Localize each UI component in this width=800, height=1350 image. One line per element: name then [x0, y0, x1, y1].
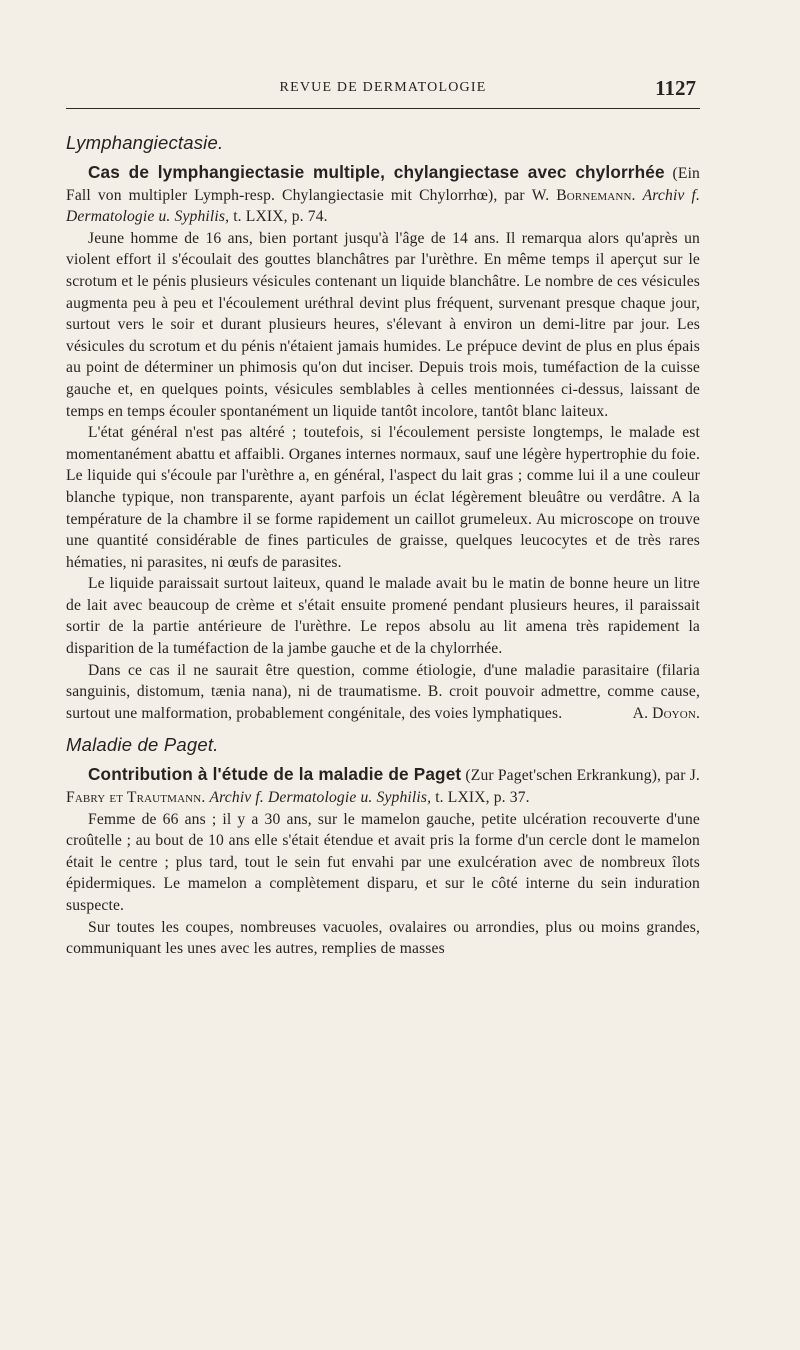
- paragraph: Jeune homme de 16 ans, bien portant jusqu'à l'âge de 14 ans. Il remarqua alors qu'après un violent effort il s'écoulait des gouttes blanchâtres par l'urèthre. En même temps il aperçut sur le scrotum et le pénis plusieurs vésicules contenant un liquide blanchâtre. Le nombre de ces vésicules augmenta peu à peu et l'écoulement uréthral devint plus fréquent, survenant presque chaque jour, surtout vers le soir et durant plusieurs heures, s'élevant à environ un demi-litre par jour. Les vésicules du scrotum et du pénis n'étaient jamais humides. Le prépuce devint de plus en plus épais au point de déterminer un phimosis qu'on dut inciser. Depuis trois mois, tuméfaction de la cuisse gauche et, en quelques points, vésicules semblables à celles mentionnées ci-dessus, laissant de temps en temps écouler spontanément un liquide tantôt incolore, tantôt blanc laiteux.: [66, 229, 700, 420]
- paragraph: Le liquide paraissait surtout laiteux, quand le malade avait bu le matin de bonne heure un litre de lait avec beaucoup de crème et s'était ensuite promené pendant plusieurs heures, il paraissait sortir de la partie antérieure de l'urèthre. Le repos absolu au lit amena très rapidement la disparition de la tuméfaction de la jambe gauche et de la chylorrhée.: [66, 575, 700, 658]
- page-body: [66, 128, 700, 960]
- article-journal: Archiv f. Dermatologie u. Syphilis,: [66, 186, 701, 226]
- article-authors: J. Fabry et Trautmann.: [66, 767, 700, 807]
- paragraph: Sur toutes les coupes, nombreuses vacuoles, ovalaires ou arrondies, plus ou moins grandes, communiquant les unes avec les autres, remplies de masses: [66, 918, 700, 958]
- paragraph-with-signature: [66, 660, 700, 725]
- article-original-title: (Zur Paget'schen Erkrankung), par: [465, 767, 686, 785]
- article-journal: Archiv f. Dermatologie u. Syphilis,: [209, 789, 432, 807]
- page-number: 1127: [655, 76, 696, 100]
- article-reference: t. LXIX, p. 74.: [233, 208, 328, 226]
- article-author: W. Bornemann.: [531, 186, 636, 204]
- article-title: Contribution à l'étude de la maladie de Paget: [88, 764, 462, 785]
- signature: A. Doyon.: [632, 704, 700, 722]
- article-original-title: (Ein Fall von multipler Lymph-resp. Chylangiectasie mit Chylorrhœ), par: [66, 165, 700, 204]
- section-title-lymphangiectasie: Lymphangiectasie.: [66, 132, 224, 153]
- article-reference: t. LXIX, p. 37.: [435, 789, 530, 807]
- section-title-paget: Maladie de Paget.: [66, 734, 219, 756]
- paragraph-text: Dans ce cas il ne saurait être question, comme étiologie, d'une maladie parasitaire (filaria sanguinis, distomum, tænia nana), ni de traumatisme. B. croit pouvoir admettre, comme cause, surtout une malformation, probablement congénitale, des voies lymphatiques.: [66, 661, 700, 722]
- paragraph: L'état général n'est pas altéré ; toutefois, si l'écoulement persiste longtemps, le malade est momentanément abattu et affaibli. Organes internes normaux, sauf une légère hypertrophie du foie. Le liquide qui s'écoule par l'urèthre a, en général, l'aspect du lait gras ; comme lui il a une couleur blanche typique, non transparente, ayant parfois un éclat légèrement bleuâtre ou verdâtre. A la température de la chambre il se forme rapidement un caillot grumeleux. Au microscope on trouve une quantité considérable de fines particules de graisse, quelques leucocytes et de très rares hématies, ni parasites, ni œufs de parasites.: [66, 424, 700, 571]
- header-rule: [66, 108, 700, 109]
- running-title: REVUE DE DERMATOLOGIE: [279, 80, 487, 95]
- article-heading-paget: [66, 764, 700, 808]
- paragraph: Femme de 66 ans ; il y a 30 ans, sur le mamelon gauche, petite ulcération recouverte d'une croûtelle ; au bout de 10 ans elle s'était étendue et avait pris la forme d'un cercle dont le mamelon était le centre ; plus tard, tout le sein fut envahi par une exulcération avec de nombreux îlots épidermiques. Le mamelon a complètement disparu, et sur le côté interne du sein induration suspecte.: [66, 810, 700, 914]
- article-title: Cas de lymphangiectasie multiple, chylangiectase avec chylorrhée: [88, 162, 665, 182]
- article-heading-lymphangiectasie: [66, 162, 700, 228]
- running-header: [66, 78, 700, 102]
